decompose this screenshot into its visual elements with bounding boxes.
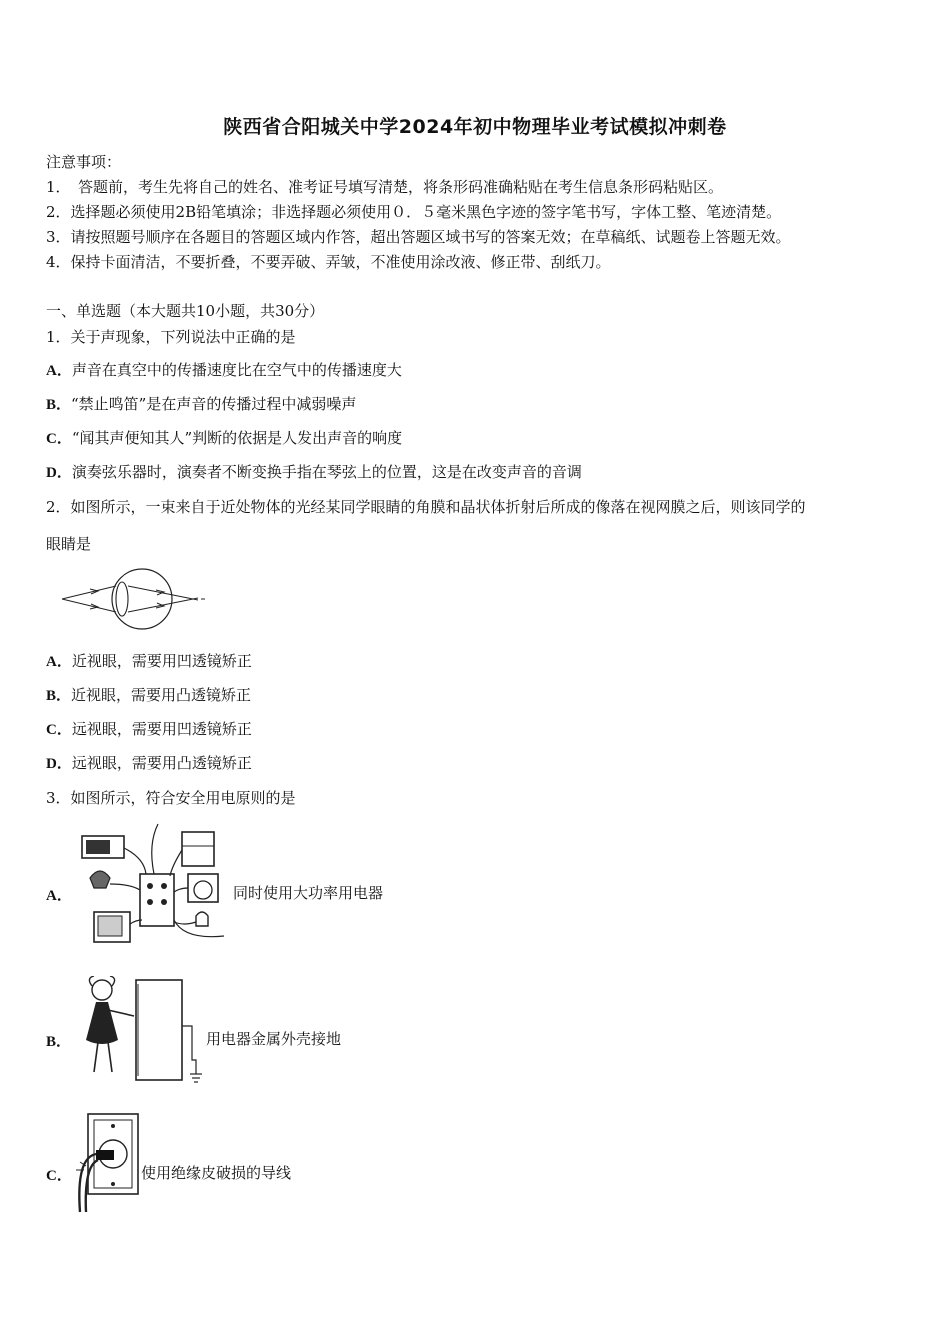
- section-heading: 一、单选题（本大题共10小题，共30分）: [46, 302, 325, 320]
- overloaded-socket-picture: [76, 820, 234, 952]
- notice-item: 1． 答题前，考生先将自己的姓名、准考证号填写清楚，将条形码准确粘贴在考生信息条形码粘贴区。: [46, 178, 724, 196]
- option-key: A．: [46, 363, 72, 379]
- question-stem-continued: 眼睛是: [46, 535, 92, 553]
- option-text: 远视眼，需要用凹透镜矫正: [71, 720, 252, 738]
- option-text: 声音在真空中的传播速度比在空气中的传播速度大: [71, 361, 402, 379]
- option-key: B．: [46, 1034, 72, 1050]
- appliance-cabinet: [136, 980, 182, 1080]
- light-ray: [128, 586, 198, 600]
- microwave-window: [86, 840, 110, 854]
- fridge-icon: [182, 832, 214, 866]
- option-key: D．: [46, 756, 72, 772]
- option-a: [46, 651, 252, 672]
- option-d: [46, 462, 582, 483]
- light-ray: [128, 598, 198, 612]
- question-stem: 3．如图所示，符合安全用电原则的是: [46, 789, 296, 807]
- option-b: [46, 394, 356, 415]
- kettle-icon: [196, 912, 208, 926]
- option-key: C．: [46, 722, 72, 738]
- plug-icon: [96, 1150, 114, 1160]
- option-b: [46, 685, 251, 706]
- option-key: A．: [46, 654, 72, 670]
- damaged-wire-picture: [72, 1110, 144, 1214]
- iron-icon: [90, 871, 110, 888]
- page-title: 陕西省合阳城关中学2024年初中物理毕业考试模拟冲刺卷: [223, 116, 727, 138]
- option-caption: 同时使用大功率用电器: [233, 884, 384, 902]
- option-key: C．: [46, 431, 72, 447]
- ground-wire: [182, 1026, 196, 1074]
- option-caption: 使用绝缘皮破损的导线: [141, 1164, 292, 1182]
- eyeball-outline: [112, 569, 172, 629]
- lens-shape: [116, 582, 128, 616]
- option-a: [46, 360, 402, 381]
- question-stem: 1．关于声现象，下列说法中正确的是: [46, 328, 296, 346]
- option-key: B．: [46, 397, 72, 413]
- option-key: A．: [46, 888, 72, 904]
- grounded-appliance-picture: [78, 976, 208, 1088]
- option-text: 远视眼，需要用凸透镜矫正: [71, 754, 252, 772]
- option-text: 演奏弦乐器时，演奏者不断变换手指在琴弦上的位置，这是在改变声音的音调: [71, 463, 582, 481]
- option-c: [46, 428, 402, 449]
- option-c: [46, 719, 252, 740]
- light-ray: [62, 599, 116, 612]
- notice-item: 3．请按照题号顺序在各题目的答题区域内作答，超出答题区域书写的答案无效；在草稿纸、试题卷上答题无效。: [46, 228, 791, 246]
- option-key: C．: [46, 1168, 72, 1184]
- option-text: 近视眼，需要用凸透镜矫正: [71, 686, 252, 704]
- light-ray: [62, 586, 116, 599]
- option-text: 近视眼，需要用凹透镜矫正: [71, 652, 252, 670]
- notice-item: 2．选择题必须使用2B铅笔填涂；非选择题必须使用０．５毫米黑色字迹的签字笔书写，字体工整、笔迹清楚。: [46, 203, 782, 221]
- notice-heading: 注意事项：: [46, 153, 122, 171]
- eye-diagram: [58, 568, 210, 630]
- option-caption: 用电器金属外壳接地: [206, 1030, 342, 1048]
- option-text: “禁止鸣笛”是在声音的传播过程中减弱噪声: [71, 395, 357, 413]
- question-stem: 2．如图所示，一束来自于近处物体的光经某同学眼睛的角膜和晶状体折射后所成的像落在视网膜之后，则该同学的: [46, 498, 806, 516]
- power-strip-icon: [140, 874, 174, 926]
- girl-head: [92, 980, 112, 1000]
- option-key: D．: [46, 465, 72, 481]
- notice-item: 4．保持卡面清洁，不要折叠，不要弄破、弄皱，不准使用涂改液、修正带、刮纸刀。: [46, 253, 611, 271]
- girl-dress: [86, 1002, 118, 1044]
- option-key: B．: [46, 688, 72, 704]
- option-d: [46, 753, 252, 774]
- washer-icon: [188, 874, 218, 902]
- option-text: “闻其声便知其人”判断的依据是人发出声音的响度: [71, 429, 403, 447]
